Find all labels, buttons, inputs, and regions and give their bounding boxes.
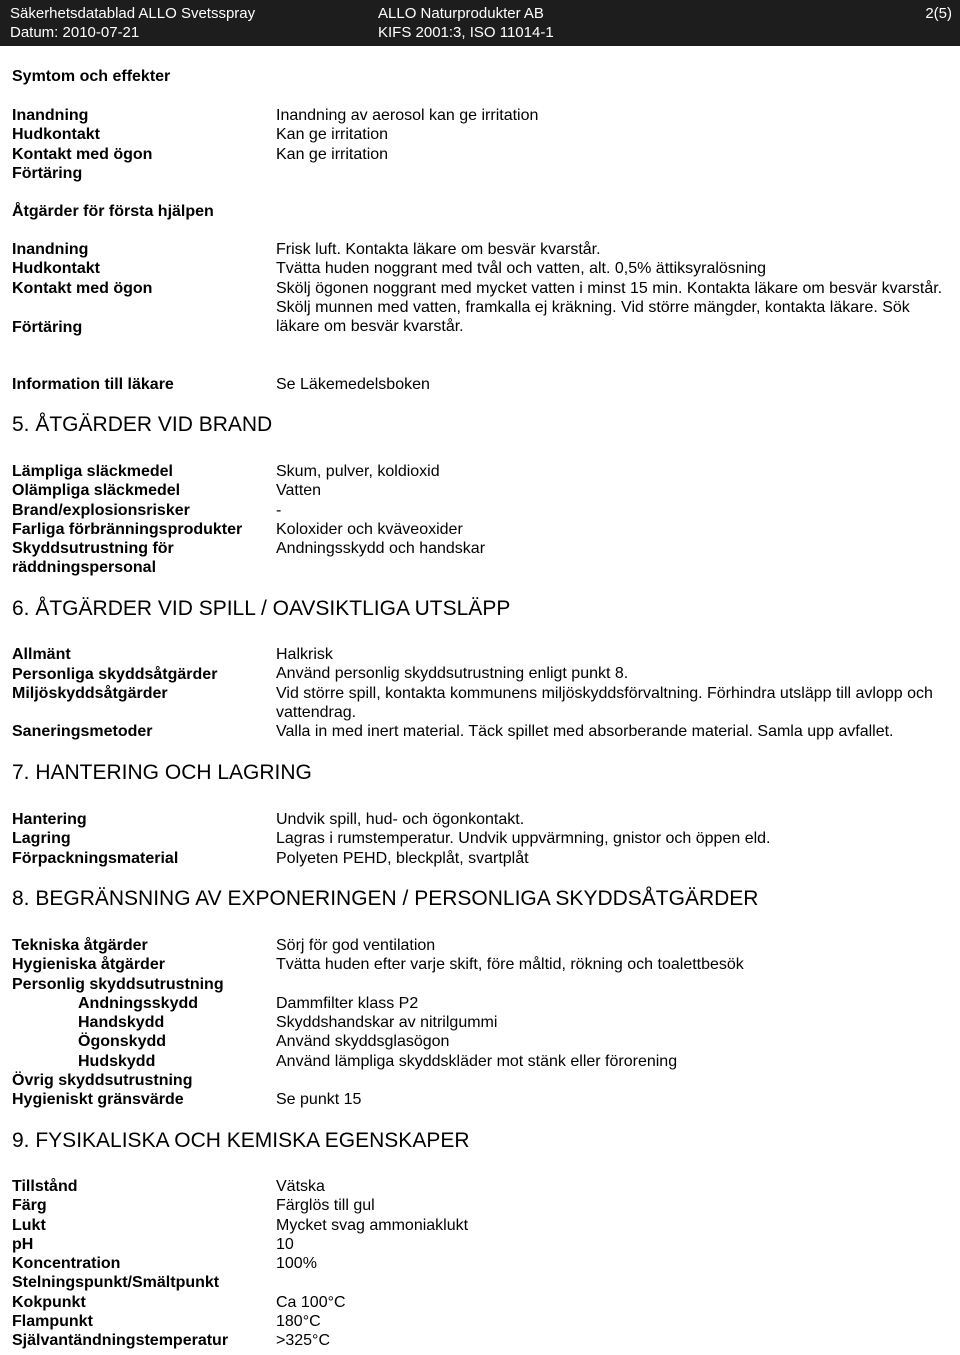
section-6-title: 6. ÅTGÄRDER VID SPILL / OAVSIKTLIGA UTSLÄPP	[12, 597, 511, 620]
page-number: 2(5)	[925, 5, 952, 22]
field-value: 180°C	[276, 1313, 321, 1331]
symptoms-labels	[12, 106, 152, 183]
field-value: Ca 100°C	[276, 1293, 346, 1311]
field-value: Dammfilter klass P2	[276, 994, 419, 1012]
field-label: Personlig skyddsutrustning	[12, 975, 224, 993]
s9-values	[276, 1177, 468, 1351]
field-value: Tvätta huden noggrant med tvål och vatten, alt. 0,5% ättiksyralösning	[276, 260, 767, 278]
field-label: Kontakt med ögon	[12, 145, 153, 163]
field-label: Lämpliga släckmedel	[12, 463, 173, 480]
s6-values	[276, 645, 946, 741]
field-label: Hudkontakt	[12, 126, 100, 144]
first-aid-title: Åtgärder för första hjälpen	[12, 203, 214, 220]
field-label: Hygieniskt gränsvärde	[12, 1091, 184, 1109]
field-label: Kontakt med ögon	[12, 280, 153, 297]
field-label: Inandning	[12, 107, 89, 124]
field-label: Lukt	[12, 1216, 46, 1234]
s5-labels	[12, 462, 242, 578]
field-value: Använd lämpliga skyddskläder mot stänk eller förorening	[276, 1052, 678, 1070]
field-label: Saneringsmetoder	[12, 723, 153, 740]
field-value: Använd personlig skyddsutrustning enligt punkt 8.	[276, 665, 629, 683]
s7-values	[276, 810, 770, 868]
field-label: Personliga skyddsåtgärder	[12, 666, 218, 683]
s8-values	[276, 936, 744, 1110]
field-value: Kan ge irritation	[276, 145, 389, 163]
doctor-info-label: Information till läkare	[12, 376, 174, 393]
section-9-title: 9. FYSIKALISKA OCH KEMISKA EGENSKAPER	[12, 1129, 470, 1152]
field-value: Tvätta huden efter varje skift, före måltid, rökning och toalettbesök	[276, 956, 744, 974]
field-label: Tekniska åtgärder	[12, 937, 148, 954]
section-7-title: 7. HANTERING OCH LAGRING	[12, 761, 312, 784]
field-label: Hudskydd	[78, 1052, 156, 1070]
field-label: Inandning	[12, 241, 89, 258]
symptoms-values	[276, 106, 538, 164]
header-divider	[0, 46, 960, 48]
field-value: Undvik spill, hud- och ögonkontakt.	[276, 811, 525, 828]
field-label: Handskydd	[78, 1014, 165, 1032]
field-value	[276, 1273, 468, 1292]
field-value: Andningsskydd och handskar	[276, 540, 486, 558]
field-value: -	[276, 501, 282, 519]
field-label: Andningsskydd	[78, 994, 199, 1012]
field-value: Polyeten PEHD, bleckplåt, svartplåt	[276, 849, 529, 867]
field-label: Förtäring	[12, 319, 83, 336]
field-value: Valla in med inert material. Täck spillet med absorberande material. Samla upp avfallet.	[276, 723, 894, 741]
field-value: Vatten	[276, 482, 322, 500]
field-label: Förpackningsmaterial	[12, 849, 179, 867]
symptoms-title: Symtom och effekter	[12, 68, 171, 85]
field-label: Brand/explosionsrisker	[12, 501, 190, 519]
s9-labels	[12, 1177, 228, 1351]
field-value: >325°C	[276, 1332, 330, 1350]
field-value: Sörj för god ventilation	[276, 937, 436, 954]
field-label: Lagring	[12, 830, 71, 848]
field-label: Övrig skyddsutrustning	[12, 1072, 193, 1090]
field-label: Tillstånd	[12, 1178, 78, 1195]
field-value: Mycket svag ammoniaklukt	[276, 1216, 469, 1234]
field-value	[276, 975, 744, 994]
field-value: 100%	[276, 1255, 317, 1273]
field-label: Skyddsutrustning för räddningspersonal	[12, 540, 174, 577]
field-label: Koncentration	[12, 1255, 121, 1273]
field-value: Skölj munnen med vatten, framkalla ej kräkning. Vid större mängder, kontakta läkare. Sök läkare om besvär kvarstår.	[276, 298, 910, 336]
field-value: 10	[276, 1235, 294, 1253]
field-label: Miljöskyddsåtgärder	[12, 685, 168, 702]
field-value: Skum, pulver, koldioxid	[276, 463, 440, 480]
field-value: Se punkt 15	[276, 1091, 362, 1109]
doc-standard: KIFS 2001:3, ISO 11014-1	[378, 24, 554, 41]
field-value: Lagras i rumstemperatur. Undvik uppvärmning, gnistor och öppen eld.	[276, 830, 771, 848]
field-label: Olämpliga släckmedel	[12, 482, 181, 500]
doc-date: Datum: 2010-07-21	[10, 24, 140, 41]
field-label: Flampunkt	[12, 1313, 93, 1331]
field-value: Vid större spill, kontakta kommunens miljöskyddsförvaltning. Förhindra utsläpp till avlopp och vattendrag.	[276, 684, 933, 721]
field-label: Hygieniska åtgärder	[12, 956, 165, 974]
field-label: Allmänt	[12, 646, 71, 663]
field-label: Hantering	[12, 811, 87, 828]
section-8-title: 8. BEGRÄNSNING AV EXPONERINGEN / PERSONLIGA SKYDDSÅTGÄRDER	[12, 887, 759, 910]
field-label: Hudkontakt	[12, 260, 100, 277]
field-value: Frisk luft. Kontakta läkare om besvär kvarstår.	[276, 241, 601, 258]
field-value: Koloxider och kväveoxider	[276, 520, 463, 538]
field-label: Färg	[12, 1197, 47, 1215]
page-header	[0, 0, 960, 46]
field-label: Farliga förbränningsprodukter	[12, 520, 243, 538]
field-value: Färglös till gul	[276, 1197, 375, 1215]
doc-title: Säkerhetsdatablad ALLO Svetsspray	[10, 5, 256, 22]
s8-labels	[12, 936, 224, 1110]
s7-labels	[12, 810, 178, 868]
field-value: Vätska	[276, 1178, 325, 1195]
field-label: pH	[12, 1235, 34, 1253]
field-label: Förtäring	[12, 164, 83, 182]
field-label: Självantändningstemperatur	[12, 1332, 229, 1350]
field-value: Inandning av aerosol kan ge irritation	[276, 107, 539, 124]
field-value: Kan ge irritation	[276, 126, 389, 144]
field-label: Ögonskydd	[78, 1033, 167, 1051]
company-name: ALLO Naturprodukter AB	[378, 5, 544, 22]
field-value	[276, 1071, 744, 1090]
field-value: Skyddshandskar av nitrilgummi	[276, 1014, 498, 1032]
doctor-info-value: Se Läkemedelsboken	[276, 376, 430, 393]
field-value: Använd skyddsglasögon	[276, 1033, 450, 1051]
first-aid-values	[276, 240, 946, 336]
field-value: Skölj ögonen noggrant med mycket vatten i minst 15 min. Kontakta läkare om besvär kvarstår.	[276, 279, 943, 297]
field-label: Kokpunkt	[12, 1293, 86, 1311]
s5-values	[276, 462, 485, 558]
field-label: Stelningspunkt/Smältpunkt	[12, 1274, 220, 1292]
field-value: Halkrisk	[276, 646, 333, 663]
section-5-title: 5. ÅTGÄRDER VID BRAND	[12, 413, 273, 436]
